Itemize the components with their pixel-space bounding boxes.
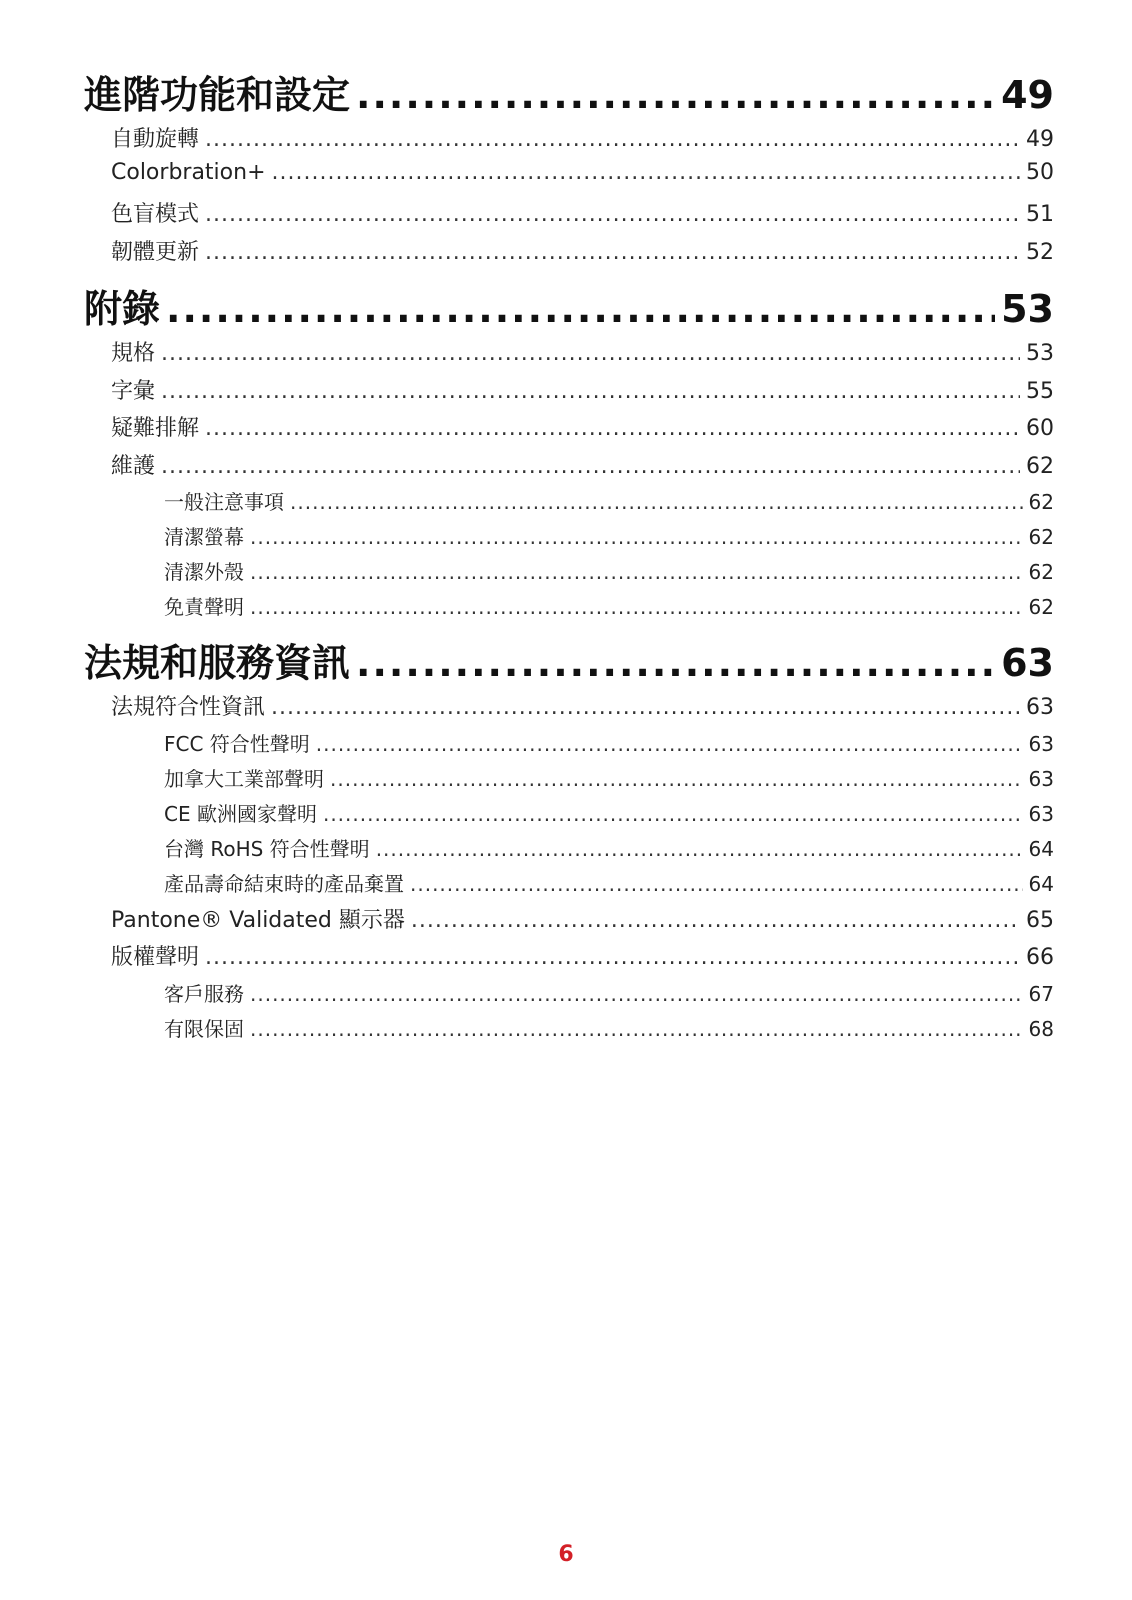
toc-entry-page: 62 xyxy=(1028,490,1054,514)
toc-entry-title: 維護 xyxy=(111,453,156,479)
toc-dot-leader xyxy=(356,73,995,117)
toc-entry-title: 客戶服務 xyxy=(164,981,244,1006)
toc-entry-page: 53 xyxy=(1026,341,1054,366)
toc-entry-title: 產品壽命結束時的產品棄置 xyxy=(164,871,404,896)
toc-section-entry[interactable] xyxy=(84,940,1054,978)
toc-subsection-entry[interactable] xyxy=(84,833,1054,868)
toc-section-entry[interactable] xyxy=(84,235,1054,273)
toc-section-entry[interactable] xyxy=(84,197,1054,235)
toc-entry-page: 65 xyxy=(1026,907,1054,933)
toc-dot-leader xyxy=(410,872,1023,896)
toc-dot-leader xyxy=(411,908,1020,933)
toc-entry-title: 色盲模式 xyxy=(111,202,200,227)
toc-dot-leader xyxy=(316,732,1023,756)
toc-dot-leader xyxy=(271,695,1020,720)
toc-entry-page: 63 xyxy=(1028,801,1054,826)
toc-dot-leader xyxy=(205,945,1020,970)
toc-entry-title: 韌體更新 xyxy=(111,239,200,265)
toc-dot-leader xyxy=(205,202,1020,227)
toc-dot-leader xyxy=(290,490,1023,514)
toc-chapter-entry[interactable] xyxy=(84,278,1054,336)
toc-section-entry[interactable] xyxy=(84,336,1054,374)
toc-subsection-entry[interactable] xyxy=(84,1013,1054,1048)
toc-dot-leader xyxy=(205,240,1020,265)
toc-entry-title: 一般注意事項 xyxy=(164,490,284,514)
toc-entry-title: 規格 xyxy=(111,341,156,366)
toc-section-entry[interactable] xyxy=(84,449,1054,487)
toc-entry-title: 台灣 RoHS 符合性聲明 xyxy=(164,836,370,861)
toc-entry-title: FCC 符合性聲明 xyxy=(164,731,310,756)
toc-chapter-entry[interactable] xyxy=(84,64,1054,122)
toc-subsection-entry[interactable] xyxy=(84,556,1054,591)
toc-entry-title: 加拿大工業部聲明 xyxy=(164,766,324,791)
toc-entry-page: 63 xyxy=(1028,766,1054,791)
toc-entry-page: 55 xyxy=(1026,378,1054,404)
toc-subsection-entry[interactable] xyxy=(84,591,1054,626)
toc-dot-leader xyxy=(205,127,1020,152)
toc-section-entry[interactable] xyxy=(84,122,1054,160)
toc-entry-page: 64 xyxy=(1028,871,1054,896)
toc-dot-leader xyxy=(205,416,1020,441)
toc-subsection-entry[interactable] xyxy=(84,978,1054,1013)
toc-entry-title: Colorbration+ xyxy=(111,159,266,185)
toc-entry-page: 68 xyxy=(1028,1016,1054,1041)
toc-subsection-entry[interactable] xyxy=(84,798,1054,833)
toc-entry-page: 62 xyxy=(1028,560,1054,584)
toc-subsection-entry[interactable] xyxy=(84,763,1054,798)
toc-dot-leader xyxy=(250,1017,1023,1041)
toc-entry-title: 進階功能和設定 xyxy=(84,73,351,117)
toc-entry-page: 63 xyxy=(1001,641,1054,685)
toc-dot-leader xyxy=(323,802,1023,826)
toc-entry-title: 清潔外殼 xyxy=(164,560,244,584)
toc-entry-title: CE 歐洲國家聲明 xyxy=(164,801,317,826)
toc-entry-page: 62 xyxy=(1028,525,1054,549)
toc-section-entry[interactable] xyxy=(84,374,1054,412)
toc-dot-leader xyxy=(330,767,1023,791)
toc-dot-leader xyxy=(272,160,1020,185)
toc-entry-title: 附錄 xyxy=(84,287,161,331)
toc-section-entry[interactable] xyxy=(84,160,1054,198)
toc-entry-title: 法規符合性資訊 xyxy=(111,695,266,720)
toc-entry-page: 67 xyxy=(1028,981,1054,1006)
toc-entry-title: 免責聲明 xyxy=(164,595,244,619)
toc-entry-title: 有限保固 xyxy=(164,1016,244,1041)
toc-entry-page: 50 xyxy=(1026,159,1054,185)
toc-entry-page: 49 xyxy=(1026,127,1054,152)
toc-dot-leader xyxy=(250,525,1023,549)
toc-entry-page: 64 xyxy=(1028,836,1054,861)
toc-subsection-entry[interactable] xyxy=(84,868,1054,903)
toc-dot-leader xyxy=(250,560,1023,584)
toc-dot-leader xyxy=(166,287,995,331)
toc-entry-title: 自動旋轉 xyxy=(111,127,200,152)
toc-entry-title: 清潔螢幕 xyxy=(164,525,244,549)
toc-dot-leader xyxy=(161,454,1020,479)
toc-entry-title: 版權聲明 xyxy=(111,945,200,970)
toc-section-entry[interactable] xyxy=(84,411,1054,449)
toc-entry-title: 法規和服務資訊 xyxy=(84,641,351,685)
toc-entry-page: 63 xyxy=(1028,731,1054,756)
toc-dot-leader xyxy=(376,837,1023,861)
toc-subsection-entry[interactable] xyxy=(84,521,1054,556)
toc-entry-title: 疑難排解 xyxy=(111,416,200,441)
toc-entry-page: 66 xyxy=(1026,945,1054,970)
toc-entry-page: 53 xyxy=(1001,287,1054,331)
toc-entry-title: Pantone® Validated 顯示器 xyxy=(111,907,405,933)
toc-section-entry[interactable] xyxy=(84,690,1054,728)
toc-dot-leader xyxy=(161,379,1020,404)
toc-entry-page: 51 xyxy=(1026,202,1054,227)
toc-dot-leader xyxy=(356,641,995,685)
toc-dot-leader xyxy=(250,595,1023,619)
toc-entry-title: 字彙 xyxy=(111,378,156,404)
toc-entry-page: 63 xyxy=(1026,695,1054,720)
toc-dot-leader xyxy=(250,982,1023,1006)
toc-subsection-entry[interactable] xyxy=(84,486,1054,521)
toc-chapter-entry[interactable] xyxy=(84,632,1054,690)
toc-section-entry[interactable] xyxy=(84,903,1054,941)
toc-dot-leader xyxy=(161,341,1020,366)
toc-entry-page: 52 xyxy=(1026,239,1054,265)
toc-subsection-entry[interactable] xyxy=(84,728,1054,763)
toc-entry-page: 62 xyxy=(1026,453,1054,479)
table-of-contents xyxy=(84,64,1054,1048)
toc-entry-page: 49 xyxy=(1001,73,1054,117)
toc-entry-page: 60 xyxy=(1026,416,1054,441)
toc-entry-page: 62 xyxy=(1028,595,1054,619)
page-number: 6 xyxy=(558,1542,574,1567)
